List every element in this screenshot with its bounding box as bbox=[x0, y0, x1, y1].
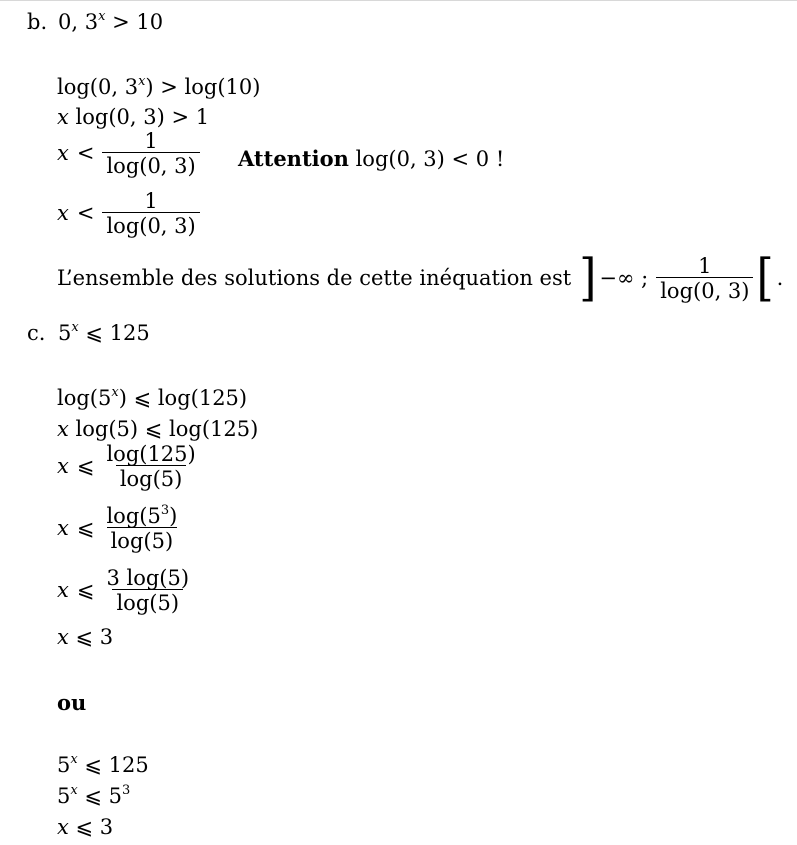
fraction-numerator bbox=[102, 505, 181, 527]
fraction-denominator: log(0, 3) bbox=[102, 212, 199, 237]
part-c-step-5 bbox=[57, 567, 193, 614]
alt-2-mid: ⩽ 5 bbox=[77, 784, 123, 808]
numerator-a: log(5 bbox=[106, 504, 161, 528]
part-c-step-3-fraction bbox=[102, 443, 199, 490]
part-b-base: 0, 3 bbox=[58, 10, 99, 34]
part-b-step-1-b: ) > log(10) bbox=[145, 75, 261, 99]
solution-sentence: L’ensemble des solutions de cette inéquation est bbox=[57, 266, 572, 291]
part-c-step-4-fraction bbox=[102, 505, 181, 552]
part-b-step-3-lhs: x bbox=[57, 141, 69, 166]
part-b-step-1-a: log(0, 3 bbox=[57, 75, 139, 99]
part-b-step-4-op: < bbox=[76, 201, 95, 226]
part-b-step-1 bbox=[57, 74, 261, 99]
part-b-label bbox=[27, 12, 47, 33]
part-c-alt-2 bbox=[57, 783, 131, 808]
alt-1-base: 5 bbox=[57, 753, 71, 777]
part-b-rhs: > 10 bbox=[105, 10, 164, 34]
part-b-step-3-fraction bbox=[102, 130, 199, 177]
part-c-alt-1 bbox=[57, 752, 149, 777]
part-c-inequality bbox=[58, 320, 150, 345]
alt-2-exp: x bbox=[70, 783, 78, 798]
part-c-step-6-rest: ⩽ 3 bbox=[68, 625, 114, 649]
part-b-step-4 bbox=[57, 190, 200, 237]
part-c-step-6-var: x bbox=[57, 625, 69, 649]
part-b-step-1-exp: x bbox=[138, 74, 146, 89]
fraction-denominator: log(5) bbox=[112, 589, 183, 614]
fraction-denominator: log(5) bbox=[107, 527, 178, 552]
part-c-step-1-b: ) ⩽ log(125) bbox=[118, 386, 248, 410]
part-b-step-2-var: x bbox=[57, 105, 69, 129]
numerator-b: ) bbox=[169, 504, 178, 528]
part-b-step-2 bbox=[57, 107, 209, 128]
alt-2-base: 5 bbox=[57, 784, 71, 808]
part-b-step-3-op: < bbox=[76, 141, 95, 166]
alt-2-exp2: 3 bbox=[122, 783, 131, 798]
part-b-solution bbox=[57, 248, 784, 308]
interval-open-bracket: ] bbox=[579, 248, 597, 308]
part-c-label bbox=[27, 323, 45, 344]
part-c-step-4-op: ⩽ bbox=[76, 516, 95, 541]
part-b-label-text: b. bbox=[27, 10, 48, 34]
alt-3-var: x bbox=[57, 815, 69, 839]
interval-close-bracket: [ bbox=[756, 248, 774, 308]
part-b-step-3 bbox=[57, 130, 200, 177]
part-c-step-4-lhs: x bbox=[57, 516, 69, 541]
fraction-numerator: 1 bbox=[698, 254, 712, 278]
attention-text: log(0, 3) < 0 ! bbox=[348, 147, 505, 171]
part-b-inequality bbox=[58, 9, 164, 34]
fraction-numerator: log(125) bbox=[106, 442, 196, 466]
top-divider bbox=[0, 0, 797, 1]
fraction-numerator: 3 log(5) bbox=[106, 566, 190, 590]
fraction-denominator: log(0, 3) bbox=[102, 152, 199, 177]
interval-lower-bound: −∞ ; bbox=[599, 266, 649, 291]
part-c-rhs: ⩽ 125 bbox=[78, 321, 150, 345]
part-c-step-3-op: ⩽ bbox=[76, 454, 95, 479]
part-c-step-2-var: x bbox=[57, 417, 69, 441]
part-c-step-2-rest: log(5) ⩽ log(125) bbox=[68, 417, 259, 441]
sentence-period: . bbox=[776, 266, 784, 291]
alt-1-exp: x bbox=[70, 752, 78, 767]
part-c-step-5-op: ⩽ bbox=[76, 578, 95, 603]
fraction-numerator: 1 bbox=[144, 189, 158, 213]
ou-label bbox=[57, 692, 86, 713]
numerator-exp: 3 bbox=[160, 503, 170, 518]
part-c-step-1-exp: x bbox=[111, 385, 119, 400]
fraction-denominator: log(5) bbox=[116, 465, 187, 490]
part-c-alt-3 bbox=[57, 817, 113, 838]
part-c-step-1-a: log(5 bbox=[57, 386, 112, 410]
part-c-step-3-lhs: x bbox=[57, 454, 69, 479]
attention-label: Attention bbox=[238, 146, 349, 171]
part-b-step-4-lhs: x bbox=[57, 201, 69, 226]
part-c-exp: x bbox=[71, 320, 79, 335]
alt-1-rest: ⩽ 125 bbox=[77, 753, 149, 777]
part-c-step-5-fraction bbox=[102, 567, 193, 614]
part-c-label-text: c. bbox=[27, 321, 46, 345]
ou-text: ou bbox=[57, 690, 87, 715]
part-b-step-2-rest: log(0, 3) > 1 bbox=[68, 105, 210, 129]
fraction-numerator: 1 bbox=[144, 129, 158, 153]
attention-note bbox=[238, 148, 504, 170]
part-c-step-6 bbox=[57, 627, 113, 648]
fraction-denominator: log(0, 3) bbox=[656, 277, 753, 302]
interval-upper-fraction bbox=[656, 255, 753, 302]
part-c-step-5-lhs: x bbox=[57, 578, 69, 603]
part-b-exp: x bbox=[98, 9, 106, 24]
part-b-step-4-fraction bbox=[102, 190, 199, 237]
part-c-step-3 bbox=[57, 443, 200, 490]
part-c-step-1 bbox=[57, 385, 248, 410]
alt-3-rest: ⩽ 3 bbox=[68, 815, 114, 839]
part-c-step-2 bbox=[57, 419, 258, 440]
part-c-step-4 bbox=[57, 505, 181, 552]
part-c-base: 5 bbox=[58, 321, 72, 345]
